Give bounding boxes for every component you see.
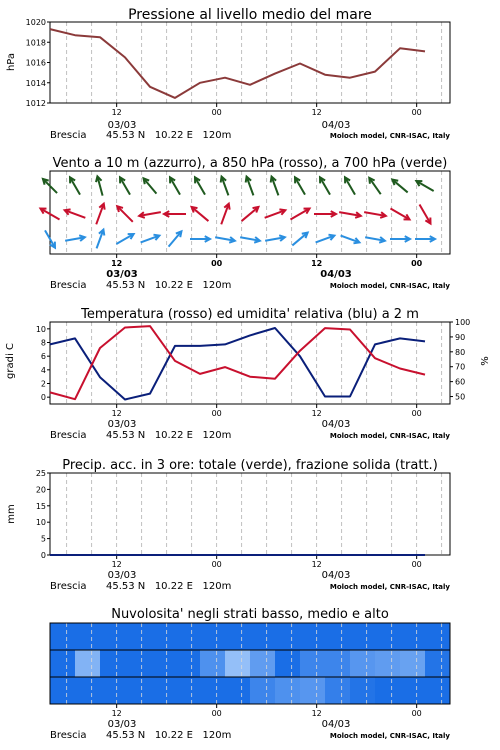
cloud-cell-alto: [200, 623, 226, 650]
temperature-x-ticks: [112, 404, 422, 418]
cloud-cell-basso: [100, 677, 126, 704]
wind-arrow-700-hPa: [170, 177, 180, 194]
cloud-cell-alto: [175, 623, 201, 650]
y-tick-label: 25: [35, 469, 46, 478]
y-tick-label-right: 80: [455, 347, 466, 357]
precip-frame: [50, 473, 450, 555]
wind-panel: [40, 156, 450, 291]
y-tick-label-right: 50: [455, 392, 466, 402]
y-tick-label: 1012: [25, 99, 46, 108]
temperature-model-credit: Moloch model, CNR-ISAC, Italy: [329, 432, 450, 440]
wind-arrow-850-hPa: [164, 211, 186, 217]
cloud-cell-medio: [400, 650, 426, 677]
y-tick-label: 1014: [25, 78, 46, 88]
cloud-cell-medio: [350, 650, 376, 677]
temperature-station-coords: 45.53 N 10.22 E 120m: [106, 430, 232, 441]
wind-arrow-850-hPa: [96, 204, 104, 225]
cloud-cell-basso: [75, 677, 101, 704]
cloud-cell-basso: [375, 677, 401, 704]
cloud-cell-alto: [125, 623, 151, 650]
precip-model-credit: Moloch model, CNR-ISAC, Italy: [329, 583, 450, 591]
arrow-shaft: [169, 231, 182, 246]
cloud-cell-alto: [150, 623, 176, 650]
wind-arrow-10-m: [415, 236, 435, 242]
arrow-shaft: [390, 209, 409, 220]
precip-date-label-1: 03/03: [107, 570, 137, 581]
wind-arrow-10-m: [141, 235, 160, 243]
wind-arrow-10-m: [316, 235, 335, 243]
arrow-shaft: [420, 204, 431, 223]
cloud-cell-medio: [225, 650, 251, 677]
wind-arrow-850-hPa: [242, 207, 259, 221]
wind-arrow-700-hPa: [96, 176, 103, 195]
temperature-ylabel: gradi C: [5, 343, 16, 379]
arrow-shaft: [144, 178, 157, 193]
arrow-shaft: [117, 206, 133, 222]
precip-date-label-2: 04/03: [321, 570, 351, 581]
cloud-cell-medio: [175, 650, 201, 677]
arrow-shaft: [392, 180, 407, 193]
y-tick-label: 0: [40, 393, 46, 403]
pressure-ylabel: hPa: [6, 52, 17, 72]
arrow-shaft: [192, 207, 209, 221]
x-tick-label: 12: [311, 560, 322, 569]
y-tick-label-right: 90: [455, 332, 466, 342]
y-tick-label: 2: [40, 379, 46, 389]
wind-arrow-700-hPa: [416, 181, 433, 191]
temperature-y-ticks: [36, 325, 50, 402]
y-tick-label: 15: [35, 501, 46, 511]
y-tick-label: 4: [40, 365, 46, 375]
wind-arrow-700-hPa: [221, 177, 229, 196]
wind-arrow-10-m: [169, 231, 182, 246]
pressure-date-label-1: 03/03: [107, 120, 137, 131]
cloud-cell-basso: [425, 677, 451, 704]
cloud-cell-medio: [325, 650, 351, 677]
cloud-cell-alto: [350, 623, 376, 650]
wind-x-ticks: [111, 254, 423, 268]
wind-arrow-10-m: [65, 235, 85, 241]
cloud-cell-medio: [125, 650, 151, 677]
humidity-y-ticks: [450, 318, 470, 402]
cloud-cell-basso: [300, 677, 326, 704]
cloud-cell-basso: [50, 677, 76, 704]
wind-arrow-850-hPa: [390, 209, 409, 220]
pressure-date-label-2: 04/03: [321, 120, 351, 131]
wind-arrow-10-m: [365, 237, 385, 243]
wind-arrow-850-hPa: [117, 206, 133, 222]
wind-arrow-700-hPa: [271, 177, 279, 196]
arrow-shaft: [242, 207, 259, 221]
x-tick-label: 00: [211, 560, 222, 569]
cloud-cell-basso: [325, 677, 351, 704]
cloud-cell-alto: [50, 623, 76, 650]
wind-arrow-700-hPa: [369, 178, 380, 194]
cloud-cell-medio: [250, 650, 276, 677]
temperature-title: Temperatura (rosso) ed umidita' relativa (blu) a 2 m: [81, 307, 419, 322]
cloud-cell-basso: [200, 677, 226, 704]
wind-arrow-10-m: [215, 237, 235, 243]
temperature-humidity-series: [50, 326, 425, 399]
y-tick-label: 1016: [25, 58, 46, 68]
precip-x-ticks: [112, 555, 422, 569]
wind-arrow-700-hPa: [144, 178, 157, 193]
pressure-line: [50, 29, 425, 98]
cloud-cell-basso: [175, 677, 201, 704]
y-tick-label: 5: [40, 534, 46, 544]
x-tick-label: 00: [211, 259, 223, 268]
x-tick-label: 12: [111, 709, 122, 718]
wind-arrows: [40, 176, 435, 248]
x-tick-label: 00: [211, 108, 222, 117]
temperature-line: [50, 326, 425, 399]
wind-arrow-850-hPa: [339, 212, 361, 218]
x-tick-label: 12: [111, 560, 122, 569]
clouds-model-credit: Moloch model, CNR-ISAC, Italy: [329, 732, 450, 740]
wind-arrow-700-hPa: [195, 177, 205, 194]
wind-arrow-700-hPa: [345, 177, 355, 194]
wind-arrow-850-hPa: [420, 204, 431, 223]
cloud-cell-medio: [425, 650, 451, 677]
temperature-frame: [50, 322, 450, 404]
cloud-cell-medio: [300, 650, 326, 677]
pressure-series: [50, 29, 425, 98]
cloud-cell-medio: [150, 650, 176, 677]
x-tick-label: 12: [311, 259, 323, 268]
y-tick-label: 1020: [25, 18, 46, 27]
clouds-station-coords: 45.53 N 10.22 E 120m: [106, 730, 232, 741]
pressure-title: Pressione al livello medio del mare: [128, 7, 372, 23]
cloud-cell-basso: [350, 677, 376, 704]
pressure-model-credit: Moloch model, CNR-ISAC, Italy: [329, 132, 450, 140]
wind-arrow-700-hPa: [320, 177, 330, 194]
wind-arrow-10-m: [97, 230, 105, 249]
cloud-cell-medio: [50, 650, 76, 677]
wind-title: Vento a 10 m (azzurro), a 850 hPa (rosso), a 700 hPa (verde): [52, 156, 448, 171]
cloud-cells: [50, 623, 451, 704]
wind-arrow-700-hPa: [246, 177, 254, 196]
cloud-cell-alto: [325, 623, 351, 650]
x-tick-label: 12: [311, 409, 322, 418]
cloud-cell-medio: [100, 650, 126, 677]
cloud-cell-basso: [125, 677, 151, 704]
clouds-station-name: Brescia: [50, 730, 87, 741]
cloud-cell-basso: [150, 677, 176, 704]
y-tick-label: 1018: [25, 38, 46, 48]
wind-arrow-850-hPa: [265, 209, 286, 217]
precip-title: Precip. acc. in 3 ore: totale (verde), frazione solida (tratt.): [62, 458, 438, 473]
cloud-cell-alto: [300, 623, 326, 650]
cloud-cell-alto: [100, 623, 126, 650]
arrow-shaft: [369, 178, 380, 194]
y-tick-label: 6: [40, 352, 46, 362]
temperature-date-label-1: 03/03: [107, 419, 137, 430]
precip-panel: [6, 458, 450, 592]
wind-arrow-850-hPa: [290, 209, 309, 220]
clouds-title: Nuvolosita' negli strati basso, medio e alto: [111, 607, 389, 622]
wind-date-label-2: 04/03: [320, 269, 352, 280]
y-tick-label: 20: [35, 485, 46, 495]
precip-ylabel: mm: [6, 504, 17, 524]
x-tick-label: 00: [411, 409, 422, 418]
pressure-frame: [50, 22, 450, 103]
wind-arrow-850-hPa: [314, 211, 336, 217]
temperature-date-label-2: 04/03: [321, 419, 351, 430]
wind-arrow-10-m: [292, 233, 307, 246]
wind-arrow-850-hPa: [139, 212, 161, 218]
y-tick-label-right: 70: [455, 362, 466, 372]
y-tick-label: 0: [40, 551, 46, 560]
temperature-station-name: Brescia: [50, 430, 87, 441]
arrow-shaft: [290, 209, 309, 220]
y-tick-label-right: 100: [455, 318, 471, 327]
x-tick-label: 12: [111, 259, 123, 268]
precip-station-name: Brescia: [50, 581, 87, 592]
wind-arrow-10-m: [341, 236, 360, 244]
x-tick-label: 12: [311, 108, 322, 117]
humidity-ylabel: %: [480, 356, 491, 366]
pressure-panel: [6, 7, 450, 141]
x-tick-label: 00: [211, 709, 222, 718]
clouds-x-ticks: [112, 704, 422, 718]
humidity-line: [50, 328, 425, 400]
x-tick-label: 12: [311, 709, 322, 718]
temperature-panel: [5, 307, 491, 441]
cloud-cell-basso: [400, 677, 426, 704]
x-tick-label: 00: [411, 709, 422, 718]
clouds-date-label-2: 04/03: [321, 719, 351, 730]
wind-arrow-700-hPa: [295, 177, 305, 194]
wind-arrow-700-hPa: [392, 180, 407, 193]
wind-station-coords: 45.53 N 10.22 E 120m: [106, 280, 232, 291]
pressure-y-ticks: [26, 18, 50, 108]
wind-model-credit: Moloch model, CNR-ISAC, Italy: [329, 282, 450, 290]
cloud-cell-alto: [275, 623, 301, 650]
cloud-cell-alto: [375, 623, 401, 650]
wind-station-name: Brescia: [50, 280, 87, 291]
cloud-cell-medio: [75, 650, 101, 677]
wind-arrow-850-hPa: [192, 207, 209, 221]
wind-arrow-10-m: [116, 234, 133, 244]
cloud-cell-basso: [225, 677, 251, 704]
wind-arrow-10-m: [265, 235, 285, 241]
precip-gridlines: [67, 473, 442, 555]
wind-arrow-850-hPa: [364, 212, 386, 218]
y-tick-label-right: 60: [455, 377, 466, 387]
cloud-cell-alto: [225, 623, 251, 650]
y-tick-label: 8: [40, 338, 46, 348]
wind-arrow-850-hPa: [221, 204, 229, 225]
wind-date-label-1: 03/03: [106, 269, 138, 280]
x-tick-label: 00: [411, 259, 423, 268]
precip-y-ticks: [36, 469, 50, 560]
cloud-cell-alto: [75, 623, 101, 650]
pressure-station-name: Brescia: [50, 130, 87, 141]
x-tick-label: 00: [411, 108, 422, 117]
x-tick-label: 00: [211, 409, 222, 418]
pressure-x-ticks: [112, 103, 422, 117]
cloud-cell-alto: [400, 623, 426, 650]
wind-arrow-10-m: [240, 237, 260, 243]
wind-arrow-10-m: [190, 236, 210, 242]
x-tick-label: 12: [111, 409, 122, 418]
pressure-station-coords: 45.53 N 10.22 E 120m: [106, 130, 232, 141]
y-tick-label: 10: [35, 518, 46, 528]
precip-station-coords: 45.53 N 10.22 E 120m: [106, 581, 232, 592]
cloud-cell-alto: [250, 623, 276, 650]
cloud-cell-medio: [200, 650, 226, 677]
y-tick-label: 10: [35, 324, 46, 334]
clouds-panel: [50, 607, 451, 741]
x-tick-label: 00: [411, 560, 422, 569]
cloud-cell-basso: [250, 677, 276, 704]
cloud-cell-medio: [275, 650, 301, 677]
x-tick-label: 12: [111, 108, 122, 117]
wind-arrow-850-hPa: [65, 209, 86, 217]
cloud-cell-medio: [375, 650, 401, 677]
clouds-date-label-1: 03/03: [107, 719, 137, 730]
wind-arrow-10-m: [390, 236, 410, 242]
wind-arrow-700-hPa: [120, 177, 130, 194]
wind-arrow-700-hPa: [70, 177, 80, 194]
cloud-cell-basso: [275, 677, 301, 704]
arrow-shaft: [292, 233, 307, 246]
cloud-cell-alto: [425, 623, 451, 650]
